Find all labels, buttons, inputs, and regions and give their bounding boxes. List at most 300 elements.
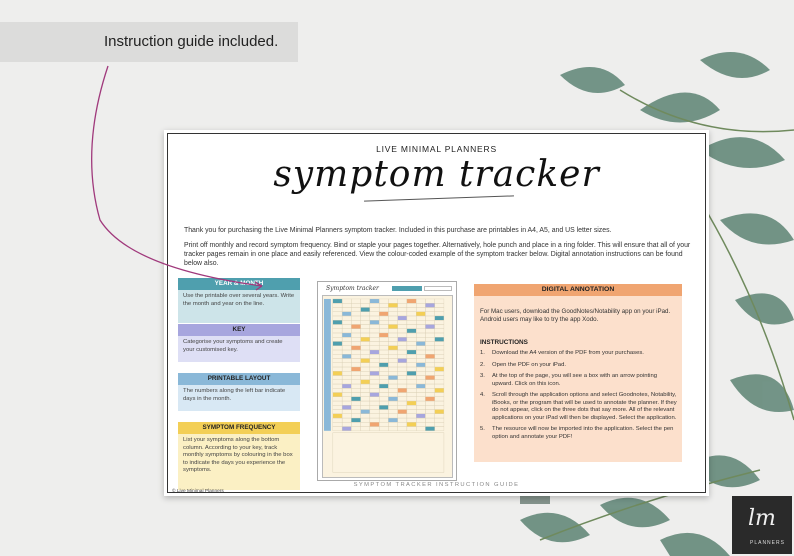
grid-cell	[425, 333, 434, 337]
grid-cell	[351, 427, 360, 431]
grid-cell	[407, 427, 416, 431]
grid-cell	[351, 359, 360, 363]
grid-cell	[351, 316, 360, 320]
grid-cell	[398, 329, 407, 333]
grid-cell	[388, 312, 397, 316]
grid-cell	[398, 346, 407, 350]
card-printable-layout	[178, 373, 300, 411]
grid-cell	[416, 337, 425, 341]
grid-cell	[333, 329, 342, 333]
grid-cell	[351, 350, 360, 354]
preview-year-box	[424, 286, 452, 291]
grid-cell	[416, 333, 425, 337]
grid-cell	[416, 410, 425, 414]
grid-cell	[435, 337, 444, 341]
grid-cell	[351, 324, 360, 328]
grid-cell	[435, 367, 444, 371]
grid-cell	[379, 376, 388, 380]
grid-cell	[398, 410, 407, 414]
grid-cell	[370, 367, 379, 371]
grid-cell	[370, 307, 379, 311]
grid-cell	[370, 316, 379, 320]
grid-cell	[435, 316, 444, 320]
grid-cell	[379, 359, 388, 363]
instruction-banner	[0, 22, 298, 62]
card-key	[178, 324, 300, 362]
grid-cell	[379, 337, 388, 341]
grid-cell	[351, 397, 360, 401]
grid-cell	[388, 410, 397, 414]
grid-cell	[425, 422, 434, 426]
grid-cell	[351, 354, 360, 358]
grid-cell	[398, 388, 407, 392]
grid-cell	[388, 333, 397, 337]
grid-cell	[342, 422, 351, 426]
grid-cell	[379, 384, 388, 388]
grid-cell	[435, 329, 444, 333]
grid-cell	[435, 363, 444, 367]
grid-cell	[379, 397, 388, 401]
grid-cell	[435, 376, 444, 380]
grid-cell	[351, 418, 360, 422]
grid-cell	[416, 427, 425, 431]
grid-cell	[342, 341, 351, 345]
grid-cell	[398, 312, 407, 316]
grid-cell	[407, 341, 416, 345]
grid-cell	[370, 303, 379, 307]
grid-cell	[407, 303, 416, 307]
card-body: Use the printable over several years. Write the month and year on the line.	[178, 290, 300, 323]
instructions-list	[480, 350, 678, 445]
grid-cell	[379, 414, 388, 418]
grid-cell	[333, 393, 342, 397]
grid-cell	[388, 397, 397, 401]
grid-cell	[361, 410, 370, 414]
print-paragraph: Print off monthly and record symptom frequency. Bind or staple your pages together. Alternatively, hole punch and place in a ring folder. This will ensure that all of your tracker pages remain in one place and easily referenced. View the colour-coded example of the symptom tracker below. Digital annotation instructions can be found below also.	[184, 242, 691, 267]
grid-cell	[398, 324, 407, 328]
grid-cell	[333, 427, 342, 431]
grid-cell	[361, 329, 370, 333]
grid-cell	[342, 405, 351, 409]
grid-cell	[351, 299, 360, 303]
grid-cell	[361, 422, 370, 426]
grid-cell	[435, 324, 444, 328]
grid-cell	[361, 393, 370, 397]
grid-cell	[370, 299, 379, 303]
grid-cell	[370, 337, 379, 341]
grid-cell	[361, 333, 370, 337]
grid-cell	[370, 418, 379, 422]
grid-cell	[361, 312, 370, 316]
grid-cell	[425, 384, 434, 388]
grid-cell	[416, 329, 425, 333]
grid-cell	[379, 393, 388, 397]
grid-cell	[379, 422, 388, 426]
grid-cell	[407, 384, 416, 388]
grid-cell	[435, 401, 444, 405]
grid-cell	[379, 418, 388, 422]
grid-cell	[435, 346, 444, 350]
grid-cell	[388, 337, 397, 341]
grid-cell	[361, 418, 370, 422]
grid-cell	[416, 422, 425, 426]
grid-cell	[342, 337, 351, 341]
grid-cell	[416, 371, 425, 375]
grid-cell	[333, 346, 342, 350]
grid-cell	[342, 333, 351, 337]
grid-cell	[333, 418, 342, 422]
grid-cell	[342, 324, 351, 328]
grid-cell	[370, 422, 379, 426]
grid-cell	[388, 341, 397, 345]
step-text: Scroll through the application options and select Goodnotes, Notability, iBooks, or the program that will be used to annotate the planner. If they do not appear, click on the three dots that say more. All of the relevant applications on your iPad will then be displayed. Select the application.	[492, 392, 677, 421]
grid-cell	[398, 341, 407, 345]
grid-cell	[388, 384, 397, 388]
grid-cell	[361, 303, 370, 307]
grid-cell	[333, 401, 342, 405]
grid-cell	[333, 371, 342, 375]
grid-cell	[342, 346, 351, 350]
preview-title: Symptom tracker	[326, 285, 379, 292]
grid-cell	[342, 359, 351, 363]
grid-cell	[388, 405, 397, 409]
grid-cell	[333, 299, 342, 303]
grid-cell	[388, 371, 397, 375]
grid-cell	[342, 397, 351, 401]
preview-grid	[322, 295, 453, 478]
grid-cell	[351, 337, 360, 341]
grid-cell	[351, 320, 360, 324]
grid-cell	[435, 303, 444, 307]
grid-cell	[416, 312, 425, 316]
grid-cell	[379, 299, 388, 303]
grid-cell	[351, 329, 360, 333]
grid-cell	[435, 371, 444, 375]
grid-cell	[379, 405, 388, 409]
grid-cell	[351, 307, 360, 311]
grid-cell	[388, 367, 397, 371]
grid-cell	[379, 371, 388, 375]
grid-cell	[435, 422, 444, 426]
grid-cell	[425, 427, 434, 431]
grid-cell	[370, 393, 379, 397]
grid-cell	[370, 384, 379, 388]
grid-cell	[425, 380, 434, 384]
grid-cell	[416, 393, 425, 397]
grid-cell	[398, 422, 407, 426]
grid-cell	[425, 303, 434, 307]
grid-cell	[407, 354, 416, 358]
grid-cell	[398, 393, 407, 397]
grid-cell	[407, 312, 416, 316]
grid-cell	[333, 422, 342, 426]
grid-cell	[407, 371, 416, 375]
card-year-month	[178, 278, 300, 323]
grid-cell	[351, 376, 360, 380]
grid-cell	[407, 422, 416, 426]
grid-cell	[425, 337, 434, 341]
grid-cell	[333, 354, 342, 358]
grid-cell	[342, 303, 351, 307]
grid-cell	[351, 341, 360, 345]
grid-cell	[342, 427, 351, 431]
grid-cell	[333, 367, 342, 371]
grid-cell	[379, 346, 388, 350]
grid-cell	[361, 414, 370, 418]
grid-cell	[416, 299, 425, 303]
grid-cell	[416, 359, 425, 363]
grid-cell	[370, 320, 379, 324]
instruction-step: 1. Download the A4 version of the PDF from your purchases.	[480, 350, 644, 356]
grid-cell	[435, 384, 444, 388]
grid-cell	[388, 363, 397, 367]
grid-cell	[342, 401, 351, 405]
grid-cell	[342, 388, 351, 392]
grid-cell	[407, 346, 416, 350]
grid-cell	[416, 376, 425, 380]
grid-cell	[425, 320, 434, 324]
card-body: Categorise your symptoms and create your customised key.	[178, 336, 300, 362]
grid-cell	[361, 299, 370, 303]
grid-cell	[342, 312, 351, 316]
grid-cell	[416, 380, 425, 384]
grid-cell	[379, 388, 388, 392]
grid-cell	[379, 329, 388, 333]
grid-cell	[435, 307, 444, 311]
grid-cell	[435, 393, 444, 397]
grid-cell	[379, 303, 388, 307]
grid-cell	[407, 363, 416, 367]
grid-cell	[370, 380, 379, 384]
grid-cell	[342, 320, 351, 324]
grid-cell	[370, 405, 379, 409]
symptom-label-row	[333, 433, 444, 473]
grid-cell	[370, 350, 379, 354]
grid-cell	[342, 410, 351, 414]
grid-cell	[361, 359, 370, 363]
grid-cell	[370, 371, 379, 375]
step-text: At the top of the page, you will see a box with an arrow pointing upward. Click on this icon.	[492, 373, 658, 387]
grid-cell	[398, 384, 407, 388]
grid-cell	[425, 324, 434, 328]
instruction-step: 3. At the top of the page, you will see a box with an arrow pointing upward. Click on this icon.	[480, 373, 678, 388]
grid-cell	[333, 341, 342, 345]
grid-cell	[361, 376, 370, 380]
grid-cell	[416, 307, 425, 311]
grid-cell	[351, 346, 360, 350]
card-symptom-frequency	[178, 422, 300, 490]
grid-cell	[370, 427, 379, 431]
grid-cell	[388, 324, 397, 328]
grid-cell	[435, 427, 444, 431]
grid-cell	[370, 329, 379, 333]
grid-cell	[407, 337, 416, 341]
grid-cell	[398, 337, 407, 341]
grid-cell	[425, 401, 434, 405]
grid-cell	[398, 363, 407, 367]
grid-cell	[361, 405, 370, 409]
grid-cell	[342, 350, 351, 354]
grid-cell	[333, 397, 342, 401]
grid-cell	[407, 324, 416, 328]
grid-cell	[435, 333, 444, 337]
grid-cell	[435, 405, 444, 409]
grid-cell	[333, 359, 342, 363]
grid-cell	[416, 414, 425, 418]
grid-cell	[370, 354, 379, 358]
grid-cell	[407, 414, 416, 418]
grid-cell	[398, 397, 407, 401]
grid-cell	[333, 303, 342, 307]
grid-cell	[351, 410, 360, 414]
grid-cell	[333, 324, 342, 328]
grid-cell	[398, 405, 407, 409]
grid-cell	[388, 427, 397, 431]
grid-cell	[379, 312, 388, 316]
brand-heading: LIVE MINIMAL PLANNERS	[376, 144, 497, 154]
grid-cell	[425, 393, 434, 397]
grid-cell	[333, 380, 342, 384]
grid-cell	[333, 384, 342, 388]
grid-cell	[361, 380, 370, 384]
grid-cell	[333, 410, 342, 414]
grid-cell	[435, 350, 444, 354]
footer-guide-label: SYMPTOM TRACKER INSTRUCTION GUIDE	[353, 482, 520, 488]
grid-cell	[435, 299, 444, 303]
grid-cell	[333, 337, 342, 341]
grid-cell	[388, 350, 397, 354]
grid-cell	[342, 367, 351, 371]
grid-cell	[435, 418, 444, 422]
grid-cell	[361, 384, 370, 388]
grid-cell	[361, 427, 370, 431]
grid-cell	[398, 354, 407, 358]
grid-cell	[351, 414, 360, 418]
grid-cell	[407, 397, 416, 401]
grid-cell	[416, 303, 425, 307]
grid-cell	[370, 324, 379, 328]
grid-cell	[379, 324, 388, 328]
card-body: List your symptoms along the bottom column. According to your key, track monthly symptoms by colouring in the box to indicate the days you experience the symptoms.	[178, 434, 300, 490]
grid-cell	[361, 401, 370, 405]
grid-cell	[425, 341, 434, 345]
grid-cell	[379, 350, 388, 354]
grid-cell	[333, 333, 342, 337]
grid-cell	[398, 367, 407, 371]
grid-cell	[425, 363, 434, 367]
card-body: The numbers along the left bar indicate days in the month.	[178, 385, 300, 411]
grid-cell	[398, 320, 407, 324]
grid-cell	[388, 359, 397, 363]
grid-cell	[416, 401, 425, 405]
grid-cell	[361, 350, 370, 354]
grid-cell	[342, 299, 351, 303]
grid-cell	[425, 316, 434, 320]
copyright-text: © Live Minimal Planners	[172, 489, 224, 494]
grid-cell	[407, 350, 416, 354]
grid-cell	[388, 393, 397, 397]
grid-cell	[435, 312, 444, 316]
grid-cell	[388, 320, 397, 324]
grid-cell	[361, 354, 370, 358]
grid-cell	[398, 299, 407, 303]
grid-cell	[351, 363, 360, 367]
grid-cell	[425, 414, 434, 418]
grid-cell	[333, 376, 342, 380]
grid-cell	[379, 427, 388, 431]
grid-cell	[379, 401, 388, 405]
grid-cell	[388, 299, 397, 303]
grid-cell	[351, 422, 360, 426]
card-title: PRINTABLE LAYOUT	[178, 373, 300, 385]
grid-cell	[425, 350, 434, 354]
grid-cell	[379, 307, 388, 311]
grid-cell	[342, 384, 351, 388]
grid-cell	[370, 346, 379, 350]
grid-cell	[398, 371, 407, 375]
grid-cell	[407, 367, 416, 371]
grid-cell	[425, 354, 434, 358]
grid-cell	[370, 363, 379, 367]
grid-cell	[333, 388, 342, 392]
grid-cell	[388, 303, 397, 307]
grid-cell	[388, 422, 397, 426]
grid-cell	[388, 329, 397, 333]
grid-cell	[351, 393, 360, 397]
grid-cell	[351, 371, 360, 375]
grid-cell	[388, 401, 397, 405]
grid-cell	[370, 359, 379, 363]
grid-cell	[351, 384, 360, 388]
instruction-guide-page	[164, 130, 709, 496]
grid-cell	[398, 307, 407, 311]
grid-cell	[407, 410, 416, 414]
grid-cell	[435, 388, 444, 392]
grid-cell	[425, 312, 434, 316]
grid-cell	[416, 341, 425, 345]
grid-cell	[333, 307, 342, 311]
grid-cell	[351, 303, 360, 307]
grid-cell	[342, 363, 351, 367]
grid-cell	[379, 316, 388, 320]
intro-paragraph: Thank you for purchasing the Live Minimal Planners symptom tracker. Included in this purchase are printables in A4, A5, and US letter sizes.	[184, 227, 612, 234]
grid-cell	[370, 397, 379, 401]
grid-cell	[379, 341, 388, 345]
grid-cell	[361, 320, 370, 324]
grid-cell	[398, 427, 407, 431]
digital-annotation-title: DIGITAL ANNOTATION	[474, 284, 682, 296]
grid-cell	[370, 388, 379, 392]
grid-cell	[435, 359, 444, 363]
grid-cell	[425, 329, 434, 333]
grid-cell	[416, 324, 425, 328]
grid-cell	[398, 401, 407, 405]
grid-cell	[333, 414, 342, 418]
grid-cell	[416, 346, 425, 350]
grid-cell	[407, 405, 416, 409]
grid-cell	[425, 418, 434, 422]
grid-cell	[351, 405, 360, 409]
grid-cell	[425, 388, 434, 392]
grid-cell	[379, 380, 388, 384]
grid-cell	[388, 346, 397, 350]
card-title: KEY	[178, 324, 300, 336]
grid-cell	[416, 363, 425, 367]
step-text: The resource will now be imported into the application. Select the pen option and annotate your PDF!	[492, 426, 674, 440]
grid-cell	[361, 307, 370, 311]
grid-cell	[361, 346, 370, 350]
day-bar	[324, 299, 331, 431]
